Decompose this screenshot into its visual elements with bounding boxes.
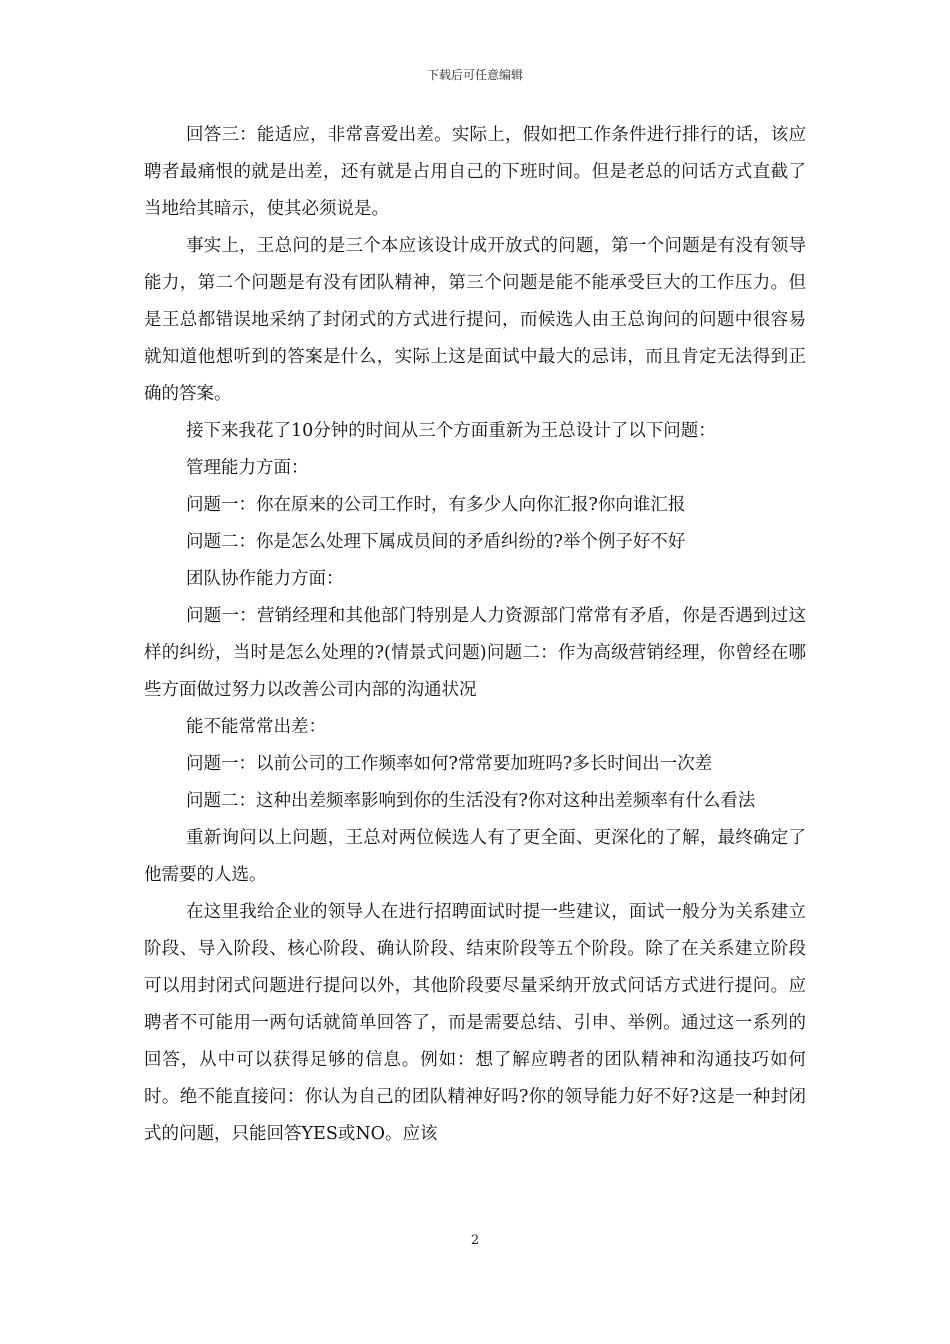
- paragraph: 问题一：营销经理和其他部门特别是人力资源部门常常有矛盾，你是否遇到过这样的纠纷，当时是怎么处理的?(情景式问题)问题二：作为高级营销经理，你曾经在哪些方面做过努力以改善公司内部的沟通状况: [144, 606, 806, 700]
- paragraph: 在这里我给企业的领导人在进行招聘面试时提一些建议，面试一般分为关系建立阶段、导入阶段、核心阶段、确认阶段、结束阶段等五个阶段。除了在关系建立阶段可以用封闭式问题进行提问以外，其他阶段要尽量采纳开放式问话方式进行提问。应聘者不可能用一两句话就简单回答了，而是需要总结、引申、举例。通过这一系列的回答，从中可以获得足够的信息。例如：想了解应聘者的团队精神和沟通技巧如何时。绝不能直接问：你认为自己的团队精神好吗?你的领导能力好不好?这是一种封闭式的问题，只能回答YES或NO。应该: [144, 902, 806, 1144]
- paragraph: 问题一：以前公司的工作频率如何?常常要加班吗?多长时间出一次差: [186, 754, 713, 774]
- document-body: [144, 117, 806, 1153]
- paragraph: 问题二：这种出差频率影响到你的生活没有?你对这种出差频率有什么看法: [186, 791, 756, 811]
- paragraph: 回答三：能适应，非常喜爱出差。实际上，假如把工作条件进行排行的话，该应聘者最痛恨的就是出差，还有就是占用自己的下班时间。但是老总的问话方式直截了当地给其暗示，使其必须说是。: [144, 125, 806, 219]
- paragraph: 事实上，王总问的是三个本应该设计成开放式的问题，第一个问题是有没有领导能力，第二个问题是有没有团队精神，第三个问题是能不能承受巨大的工作压力。但是王总都错误地采纳了封闭式的方式进行提问，而候选人由王总询问的问题中很容易就知道他想听到的答案是什么，实际上这是面试中最大的忌讳，而且肯定无法得到正确的答案。: [144, 236, 806, 404]
- paragraph: 团队协作能力方面：: [186, 569, 344, 589]
- page-header: 下载后可任意编辑: [426, 68, 523, 82]
- paragraph: 接下来我花了10分钟的时间从三个方面重新为王总设计了以下问题：: [186, 421, 716, 441]
- page-number: 2: [470, 1233, 480, 1248]
- paragraph: 管理能力方面：: [186, 458, 309, 478]
- paragraph: 重新询问以上问题，王总对两位候选人有了更全面、更深化的了解，最终确定了他需要的人选。: [144, 828, 806, 885]
- paragraph: 问题二：你是怎么处理下属成员间的矛盾纠纷的?举个例子好不好: [186, 532, 686, 552]
- paragraph: 问题一：你在原来的公司工作时，有多少人向你汇报?你向谁汇报: [186, 495, 686, 515]
- paragraph: 能不能常常出差：: [186, 717, 326, 737]
